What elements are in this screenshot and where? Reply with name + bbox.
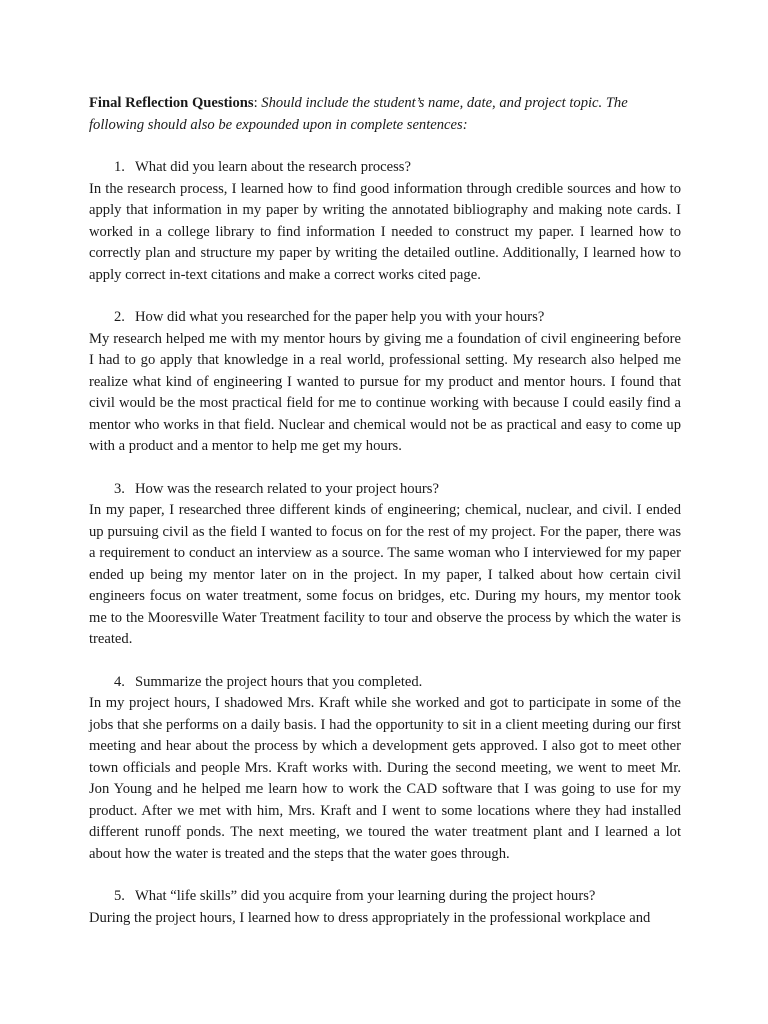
question-1 [89, 157, 681, 179]
answer-5: During the project hours, I learned how to dress appropriately in the professional workplace and [89, 909, 651, 926]
answer-1: In the research process, I learned how to find good information through credible sources and how to apply that information in my paper by writing the annotated bibliography and making note cards. I worked in a college library to find information I needed to construct my paper. I learned how to correctly plan and structure my paper by writing the detailed outline. Additionally, I learned how to apply correct in-text citations and make a correct works cited page. [89, 180, 681, 283]
question-number: 3. [114, 480, 125, 497]
question-number: 4. [114, 673, 125, 690]
heading-instructions: Should include the student’s name, date, and project topic. The following should also be expounded upon in complete sentences: [89, 95, 628, 133]
answer-2: My research helped me with my mentor hours by giving me a foundation of civil engineering before I had to go apply that knowledge in a real world, professional setting. My research also helped me realize what kind of engineering I wanted to pursue for my product and mentor hours. I found that civil would be the most practical field for me to continue working with because I could easily find a mentor who works in that field. Nuclear and chemical would not be as practical and easy to come up with a product and a mentor to help me get my hours. [89, 330, 681, 454]
question-text: Summarize the project hours that you completed. [135, 673, 423, 690]
question-2 [89, 307, 681, 329]
question-4 [89, 672, 681, 694]
question-number: 2. [114, 309, 125, 325]
document-heading [89, 93, 681, 136]
question-3 [89, 479, 681, 501]
question-text: How did what you researched for the paper help you with your hours? [135, 309, 545, 325]
heading-title: Final Reflection Questions [89, 95, 254, 111]
question-text: How was the research related to your project hours? [135, 480, 439, 497]
question-number: 1. [114, 159, 125, 175]
question-text: What did you learn about the research process? [135, 159, 411, 175]
answer-3: In my paper, I researched three different kinds of engineering; chemical, nuclear, and civil. I ended up pursuing civil as the field I wanted to focus on for the rest of my project. For the paper, there was a requirement to conduct an interview as a source. The same woman who I interviewed for my paper ended up being my mentor later on in the project. In my paper, I talked about how certain civil engineers focus on water treatment, some focus on bridges, etc. During my hours, my mentor took me to the Mooresville Water Treatment facility to tour and observe the process by which the water is treated. [89, 502, 681, 647]
heading-colon: : [253, 95, 262, 111]
question-5 [89, 886, 681, 908]
question-text: What “life skills” did you acquire from your learning during the project hours? [135, 888, 596, 904]
question-number: 5. [114, 888, 125, 904]
document-body [89, 93, 681, 929]
answer-4: In my project hours, I shadowed Mrs. Kraft while she worked and got to participate in some of the jobs that she performs on a daily basis. I had the opportunity to sit in a client meeting during our first meeting and hear about the process by which a development gets approved. I also got to meet other town officials and people Mrs. Kraft works with. During the second meeting, we went to meet Mr. Jon Young and he helped me learn how to work the CAD software that I was going to use for my product. After we met with him, Mrs. Kraft and I went to some locations where they had installed different runoff ponds. The next meeting, we toured the water treatment plant and I learned a lot about how the water is treated and the steps that the water goes through. [89, 695, 681, 862]
